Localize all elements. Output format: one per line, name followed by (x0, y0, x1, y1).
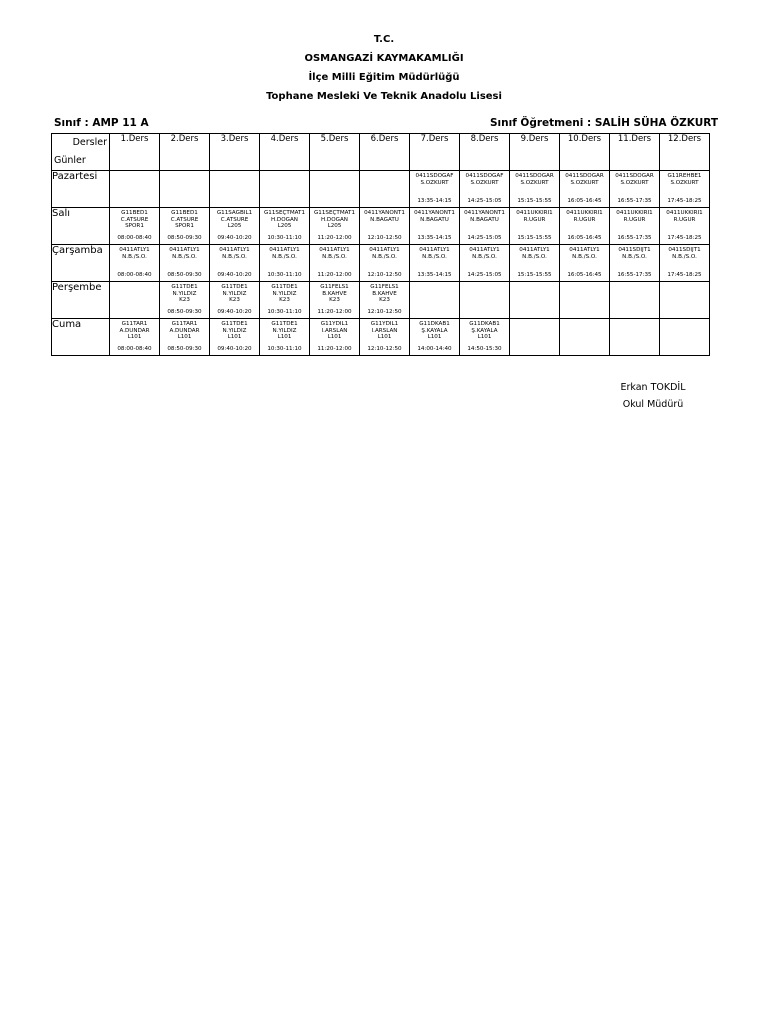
lesson-line: N.YILDIZ (272, 290, 297, 297)
lesson-time: 09:40-10:20 (217, 309, 252, 316)
lesson-line: G11SEÇTMAT1 (313, 210, 356, 216)
lesson-line: G11YDİL1 (320, 321, 349, 327)
lesson-time: 09:40-10:20 (217, 346, 252, 353)
lesson-cell (310, 282, 360, 319)
teacher-label: Sınıf Öğretmeni : SALİH SÜHA ÖZKURT (489, 117, 718, 129)
lesson-cell (360, 245, 410, 282)
lesson-line: S.ÖZKURT (620, 179, 649, 186)
lesson-line: N.B./S.Ö. (472, 253, 497, 260)
lesson-time: 13:35-14:15 (417, 198, 452, 205)
lesson-cell (210, 245, 260, 282)
day-label: Çarşamba (52, 245, 110, 282)
lesson-line: 0411SDİJT1 (618, 247, 651, 253)
lesson-cell (460, 319, 510, 356)
lesson-time: 15:15-15:55 (517, 198, 552, 205)
lesson-cell (360, 319, 410, 356)
lesson-time: 12:10-12:50 (367, 235, 402, 242)
column-header: 12.Ders (660, 134, 710, 171)
lesson-line: C.ATSÜRE (220, 216, 249, 223)
column-header: 9.Ders (510, 134, 560, 171)
lesson-line: N.BAĞATU (420, 216, 449, 223)
lesson-cell (260, 282, 310, 319)
lesson-cell (510, 208, 560, 245)
lesson-line: L205 (327, 223, 342, 230)
lesson-line: S.ÖZKURT (670, 179, 699, 186)
lesson-line: 0411SDOĞAR (515, 173, 554, 179)
lesson-line: 0411SDOĞAR (615, 173, 654, 179)
lesson-cell (360, 208, 410, 245)
lesson-line: N.YILDIZ (272, 327, 297, 334)
lesson-line: L101 (277, 334, 292, 341)
lesson-cell (460, 208, 510, 245)
column-header: 5.Ders (310, 134, 360, 171)
lesson-line: İ.ARSLAN (321, 327, 348, 334)
lesson-line: G11SEÇTMAT1 (263, 210, 306, 216)
lesson-line: G11BED1 (171, 210, 198, 216)
lesson-line: N.BAĞATU (370, 216, 399, 223)
lesson-line: 0411SDİJT1 (668, 247, 701, 253)
lesson-cell (510, 245, 560, 282)
lesson-cell (110, 171, 160, 208)
lesson-line: B.KAHVE (322, 290, 347, 297)
lesson-time: 08:00-08:40 (117, 346, 152, 353)
lesson-time: 12:10-12:50 (367, 309, 402, 316)
lesson-line: G11YDİL1 (370, 321, 399, 327)
lesson-cell (310, 171, 360, 208)
column-header: 10.Ders (560, 134, 610, 171)
corner-cell (52, 134, 110, 171)
lesson-time: 16:05-16:45 (567, 235, 602, 242)
timetable-row (52, 171, 710, 208)
lesson-line: A.DÜNDAR (119, 327, 150, 334)
lesson-cell (510, 319, 560, 356)
signature-block (598, 379, 708, 413)
day-label: Cuma (52, 319, 110, 356)
lesson-line: R.UĞUR (623, 216, 646, 223)
lesson-time: 16:05-16:45 (567, 272, 602, 279)
lesson-cell (410, 245, 460, 282)
lesson-cell (310, 319, 360, 356)
lesson-line: 0411UKKİRİ1 (516, 210, 553, 216)
lesson-cell (260, 319, 310, 356)
lesson-line: R.UĞUR (523, 216, 546, 223)
lesson-cell (110, 245, 160, 282)
column-header: 3.Ders (210, 134, 260, 171)
lesson-line: N.B./S.Ö. (672, 253, 697, 260)
lesson-time: 15:15-15:55 (517, 272, 552, 279)
lesson-time: 12:10-12:50 (367, 272, 402, 279)
lesson-cell (660, 245, 710, 282)
lesson-line: A.DÜNDAR (169, 327, 200, 334)
lesson-cell (510, 171, 560, 208)
lesson-line: N.YILDIZ (222, 327, 247, 334)
lesson-time: 11:20-12:00 (317, 235, 352, 242)
lesson-line: 0411UKKİRİ1 (616, 210, 653, 216)
lesson-time: 17:45-18:25 (667, 272, 702, 279)
lesson-time: 10:30-11:10 (267, 272, 302, 279)
lesson-time: 14:25-15:05 (467, 198, 502, 205)
lesson-cell (260, 208, 310, 245)
lesson-line: 0411ATLY1 (519, 247, 550, 253)
column-header: 1.Ders (110, 134, 160, 171)
timetable-row (52, 319, 710, 356)
lesson-line: Ş.KAYALA (471, 327, 498, 334)
lesson-cell (610, 171, 660, 208)
lesson-line: G11TDE1 (221, 284, 248, 290)
lesson-time: 16:55-17:35 (617, 198, 652, 205)
lesson-time: 14:25-15:05 (467, 235, 502, 242)
lesson-time: 08:50-09:30 (167, 346, 202, 353)
principal-name: Erkan TOKDİL (620, 382, 686, 393)
lesson-line: L205 (277, 223, 292, 230)
lesson-line: 0411UKKİRİ1 (566, 210, 603, 216)
lesson-line: N.B./S.Ö. (422, 253, 447, 260)
lesson-cell (360, 282, 410, 319)
lesson-line: R.UĞUR (573, 216, 596, 223)
lesson-line: N.B./S.Ö. (222, 253, 247, 260)
lesson-line: L101 (227, 334, 242, 341)
lesson-cell (610, 319, 660, 356)
header-line-2: OSMANGAZİ KAYMAKAMLIĞI (304, 53, 464, 64)
lesson-line: G11BED1 (121, 210, 148, 216)
lesson-line: K23 (279, 297, 290, 304)
lesson-line: N.YILDIZ (222, 290, 247, 297)
lesson-cell (210, 208, 260, 245)
lesson-cell (610, 245, 660, 282)
lesson-line: S.ÖZKURT (520, 179, 549, 186)
lesson-line: N.B./S.Ö. (522, 253, 547, 260)
lesson-cell (460, 245, 510, 282)
lesson-time: 08:50-09:30 (167, 309, 202, 316)
lesson-line: N.BAĞATU (470, 216, 499, 223)
lesson-cell (160, 171, 210, 208)
lesson-cell (260, 171, 310, 208)
lesson-line: C.ATSÜRE (170, 216, 199, 223)
lesson-cell (160, 208, 210, 245)
lesson-line: H.DOĞAN (321, 216, 348, 223)
lesson-line: N.B./S.Ö. (122, 253, 147, 260)
lesson-line: N.B./S.Ö. (572, 253, 597, 260)
timetable (51, 133, 710, 356)
lesson-cell (510, 282, 560, 319)
lesson-time: 14:50-15:30 (467, 346, 502, 353)
lesson-cell (660, 208, 710, 245)
lesson-time: 11:20-12:00 (317, 309, 352, 316)
lesson-time: 13:35-14:15 (417, 235, 452, 242)
lesson-time: 17:45-18:25 (667, 198, 702, 205)
lesson-line: G11TDE1 (271, 284, 298, 290)
lesson-line: L101 (177, 334, 192, 341)
lesson-line: 0411YANÖNT1 (464, 210, 505, 216)
lesson-line: 0411UKKİRİ1 (666, 210, 703, 216)
column-header: 2.Ders (160, 134, 210, 171)
lesson-line: K23 (379, 297, 390, 304)
lesson-time: 08:50-09:30 (167, 235, 202, 242)
lesson-line: 0411ATLY1 (119, 247, 150, 253)
lesson-cell (110, 282, 160, 319)
lesson-cell (160, 245, 210, 282)
lesson-cell (660, 282, 710, 319)
lesson-line: C.ATSÜRE (120, 216, 149, 223)
lesson-cell (560, 319, 610, 356)
lesson-cell (210, 171, 260, 208)
lesson-time: 10:30-11:10 (267, 235, 302, 242)
lesson-time: 08:00-08:40 (117, 235, 152, 242)
column-header: 7.Ders (410, 134, 460, 171)
lesson-time: 12:10-12:50 (367, 346, 402, 353)
lesson-cell (160, 319, 210, 356)
lesson-line: L101 (127, 334, 142, 341)
lesson-time: 14:00-14:40 (417, 346, 452, 353)
corner-lessons-label: Dersler (72, 137, 107, 148)
lesson-cell (110, 208, 160, 245)
lesson-time: 16:05-16:45 (567, 198, 602, 205)
lesson-line: S.ÖZKURT (420, 179, 449, 186)
lesson-line: L101 (477, 334, 492, 341)
lesson-line: 0411SDOĞAR (565, 173, 604, 179)
lesson-line: L101 (327, 334, 342, 341)
lesson-cell (410, 171, 460, 208)
lesson-cell (460, 282, 510, 319)
class-label: Sınıf : AMP 11 A (54, 117, 149, 129)
lesson-line: S.ÖZKURT (570, 179, 599, 186)
lesson-line: 0411ATLY1 (169, 247, 200, 253)
lesson-cell (360, 171, 410, 208)
lesson-line: G11FELS1 (370, 284, 399, 290)
lesson-line: SPOR1 (175, 223, 194, 230)
lesson-line: 0411ATLY1 (219, 247, 250, 253)
lesson-line: G11DKAB1 (419, 321, 450, 327)
lesson-line: N.B./S.Ö. (622, 253, 647, 260)
lesson-line: 0411YANÖNT1 (364, 210, 405, 216)
lesson-cell (560, 282, 610, 319)
lesson-line: 0411ATLY1 (269, 247, 300, 253)
lesson-line: G11TDE1 (271, 321, 298, 327)
lesson-line: Ş.KAYALA (421, 327, 448, 334)
lesson-line: G11TDE1 (221, 321, 248, 327)
lesson-line: 0411ATLY1 (419, 247, 450, 253)
header-line-3: İlçe Milli Eğitim Müdürlüğü (308, 72, 460, 83)
lesson-time: 08:00-08:40 (117, 272, 152, 279)
lesson-line: 0411ATLY1 (319, 247, 350, 253)
lesson-time: 11:20-12:00 (317, 272, 352, 279)
lesson-line: N.B./S.Ö. (372, 253, 397, 260)
lesson-time: 15:15-15:55 (517, 235, 552, 242)
lesson-line: H.DOĞAN (271, 216, 298, 223)
column-header: 11.Ders (610, 134, 660, 171)
lesson-line: 0411SDOĞAF (465, 173, 504, 179)
lesson-cell (410, 319, 460, 356)
lesson-line: N.B./S.Ö. (322, 253, 347, 260)
principal-title: Okul Müdürü (622, 399, 684, 410)
lesson-line: G11DKAB1 (469, 321, 500, 327)
lesson-line: L205 (227, 223, 242, 230)
lesson-line: G11TDE1 (171, 284, 198, 290)
lesson-cell (410, 208, 460, 245)
lesson-line: N.B./S.Ö. (172, 253, 197, 260)
lesson-line: 0411ATLY1 (569, 247, 600, 253)
lesson-line: 0411ATLY1 (369, 247, 400, 253)
lesson-cell (560, 245, 610, 282)
lesson-cell (310, 208, 360, 245)
lesson-line: K23 (179, 297, 190, 304)
lesson-time: 08:50-09:30 (167, 272, 202, 279)
lesson-line: 0411YANÖNT1 (414, 210, 455, 216)
day-label: Salı (52, 208, 110, 245)
lesson-cell (160, 282, 210, 319)
column-header: 6.Ders (360, 134, 410, 171)
lesson-cell (410, 282, 460, 319)
lesson-line: G11SAĞBİL1 (216, 210, 253, 216)
lesson-time: 14:25-15:05 (467, 272, 502, 279)
lesson-line: N.YILDIZ (172, 290, 197, 297)
lesson-cell (110, 319, 160, 356)
lesson-time: 10:30-11:10 (267, 309, 302, 316)
lesson-cell (310, 245, 360, 282)
lesson-line: R.UĞUR (673, 216, 696, 223)
column-header: 8.Ders (460, 134, 510, 171)
lesson-line: 0411SDOĞAF (415, 173, 454, 179)
lesson-time: 09:40-10:20 (217, 272, 252, 279)
lesson-time: 09:40-10:20 (217, 235, 252, 242)
lesson-cell (660, 171, 710, 208)
lesson-time: 16:55-17:35 (617, 235, 652, 242)
day-label: Pazartesi (52, 171, 110, 208)
lesson-cell (210, 282, 260, 319)
lesson-line: K23 (329, 297, 340, 304)
timetable-row (52, 208, 710, 245)
lesson-time: 17:45-18:25 (667, 235, 702, 242)
header-line-1: T.C. (373, 34, 395, 45)
lesson-line: 0411ATLY1 (469, 247, 500, 253)
lesson-line: İ.ARSLAN (371, 327, 398, 334)
timetable-header-row (52, 134, 710, 171)
corner-days-label: Günler (54, 155, 86, 166)
lesson-line: K23 (229, 297, 240, 304)
timetable-row (52, 245, 710, 282)
lesson-cell (610, 282, 660, 319)
column-header: 4.Ders (260, 134, 310, 171)
timetable-row (52, 282, 710, 319)
lesson-cell (210, 319, 260, 356)
lesson-time: 13:35-14:15 (417, 272, 452, 279)
lesson-line: L101 (377, 334, 392, 341)
lesson-cell (660, 319, 710, 356)
lesson-line: G11REHBE1 (667, 173, 702, 179)
lesson-line: G11FELS1 (320, 284, 349, 290)
lesson-cell (560, 208, 610, 245)
lesson-line: G11TAR1 (171, 321, 198, 327)
lesson-cell (560, 171, 610, 208)
lesson-cell (460, 171, 510, 208)
lesson-time: 16:55-17:35 (617, 272, 652, 279)
lesson-cell (610, 208, 660, 245)
lesson-line: S.ÖZKURT (470, 179, 499, 186)
lesson-line: G11TAR1 (121, 321, 148, 327)
lesson-line: SPOR1 (125, 223, 144, 230)
lesson-time: 11:20-12:00 (317, 346, 352, 353)
lesson-time: 10:30-11:10 (267, 346, 302, 353)
day-label: Perşembe (52, 282, 110, 319)
header-line-4: Tophane Mesleki Ve Teknik Anadolu Lisesi (266, 91, 502, 102)
lesson-line: B.KAHVE (372, 290, 397, 297)
lesson-cell (260, 245, 310, 282)
lesson-line: N.B./S.Ö. (272, 253, 297, 260)
lesson-line: L101 (427, 334, 442, 341)
document-header (0, 30, 768, 106)
